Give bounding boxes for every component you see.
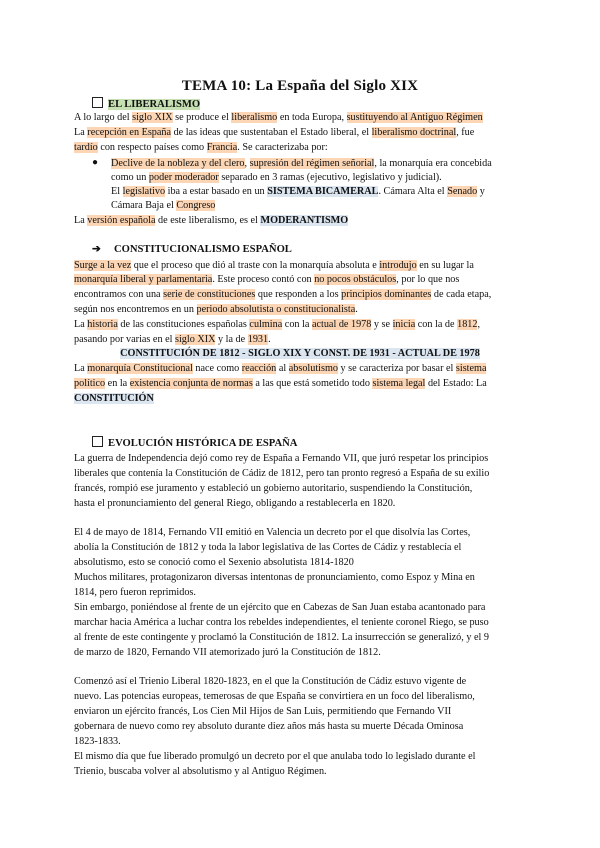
paragraph-line: CONSTITUCIÓN	[74, 393, 154, 404]
bullet-line: Cámara Baja el Congreso	[111, 200, 216, 211]
paragraph-line: Surge a la vez que el proceso que dió al traste con la monarquía absoluta e introdujo en su lugar la	[74, 260, 474, 271]
paragraph-line: Sin embargo, poniéndose al frente de un ejército que en Cabezas de San Juan estaba acantonado para	[74, 602, 486, 613]
constitutions-subheading: CONSTITUCIÓN DE 1812 - SIGLO XIX Y CONST. DE 1931 - ACTUAL DE 1978	[120, 348, 480, 359]
paragraph-line: El 4 de mayo de 1814, Fernando VII emitió en Valencia un decreto por el que disolvía las Cortes,	[74, 527, 471, 538]
bullet-line: El legislativo iba a estar basado en un SISTEMA BICAMERAL. Cámara Alta el Senado y	[111, 186, 485, 197]
paragraph-line: Muchos militares, protagonizaron diversas intentonas de pronunciamiento, como Espoz y Mina en	[74, 572, 475, 583]
paragraph-line: marchar hacia América a luchar contra los rebeldes independientes, el teniente coronel Riego, se puso	[74, 617, 489, 628]
paragraph-line: monarquía liberal y parlamentaria. Este proceso contó con no pocos obstáculos, por lo que nos	[74, 274, 460, 285]
document-title: TEMA 10: La España del Siglo XIX	[181, 78, 419, 94]
arrow-right-icon: ➔	[92, 244, 101, 255]
paragraph-line: 1823-1833.	[74, 736, 121, 747]
paragraph-line: hasta el pronunciamiento del general Riego, obligando a restablecerla en 1820.	[74, 498, 396, 509]
paragraph-line: La versión española de este liberalismo, es el MODERANTISMO	[74, 215, 349, 226]
section-heading-constitucionalismo: ➔ CONSTITUCIONALISMO ESPAÑOL	[92, 244, 292, 255]
paragraph-line: nuevo. Las potencias europeas, temerosas de que España se convirtiera en un foco del liberalismo,	[74, 691, 475, 702]
checkbox-icon[interactable]	[92, 97, 103, 108]
paragraph-line: Comenzó así el Trienio Liberal 1820-1823, en el que la Constitución de Cádiz estuvo vigente de	[74, 676, 467, 687]
paragraph-line: gobernara de nuevo como rey absoluto durante diez años más hasta su muerte Década Ominosa	[74, 721, 464, 732]
paragraph-line: 1814, pero fueron reprimidos.	[74, 587, 196, 598]
paragraph-line: La guerra de Independencia dejó como rey de España a Fernando VII, que juró respetar los principios	[74, 453, 489, 464]
paragraph-line: absolutismo, esto se conoció como el Sexenio absolutista 1814-1820	[74, 557, 354, 568]
paragraph-line: A lo largo del siglo XIX se produce el liberalismo en toda Europa, sustituyendo al Antiguo Régimen	[74, 112, 483, 123]
bullet-line: como un poder moderador separado en 3 ramas (ejecutivo, legislativo y judicial).	[111, 172, 442, 183]
paragraph-line: Trienio, buscaba volver al absolutismo y al Antiguo Régimen.	[74, 766, 327, 777]
bullet-line: Declive de la nobleza y del clero, supresión del régimen señorial, la monarquía era concebida	[111, 158, 492, 169]
paragraph-line: encontramos con una serie de constituciones que responden a los principios dominantes de cada etapa,	[74, 289, 492, 300]
paragraph-line: La recepción en España de las ideas que sustentaban el Estado liberal, el liberalismo doctrinal, fue	[74, 127, 475, 138]
checkbox-icon[interactable]	[92, 436, 103, 447]
paragraph-line: político en la existencia conjunta de normas a las que está sometido todo sistema legal del Estado: La	[74, 378, 487, 389]
paragraph-line: francés, rompió ese juramento y estableció un gobierno autoritario, suspendiendo la Constitución,	[74, 483, 473, 494]
paragraph-line: enviaron un ejército francés, Los Cien Mil Hijos de San Luis, permitiendo que Fernando VII	[74, 706, 452, 717]
paragraph-line: tardío con respecto países como Francia. Se caracterizaba por:	[74, 142, 328, 153]
paragraph-line: según nos encontremos en un periodo absolutista o constitucionalista.	[74, 304, 358, 315]
paragraph-line: liberales que contenía la Constitución de Cádiz de 1812, pero tan pronto regresó a España de su exilio	[74, 468, 490, 479]
section-heading-evolucion: EVOLUCIÓN HISTÓRICA DE ESPAÑA	[92, 436, 297, 450]
paragraph-line: El mismo día que fue liberado promulgó un decreto por el que anulaba todo lo legislado durante el	[74, 751, 476, 762]
bullet-icon: ●	[92, 157, 99, 168]
paragraph-line: pasando por varias en el siglo XIX y la de 1931.	[74, 334, 271, 345]
paragraph-line: al frente de este contingente y proclamó la Constitución de 1812. La insurrección se generalizó, y el 9	[74, 632, 489, 643]
paragraph-line: La historia de las constituciones españolas culmina con la actual de 1978 y se inicia con la de 1812,	[74, 319, 481, 330]
section-heading-liberalismo: EL LIBERALISMO	[92, 97, 200, 111]
paragraph-line: de marzo de 1820, Fernando VII atemorizado juró la Constitución de 1812.	[74, 647, 381, 658]
paragraph-line: La monarquía Constitucional nace como reacción al absolutismo y se caracteriza por basar el sistema	[74, 363, 487, 374]
paragraph-line: abolía la Constitución de 1812 y toda la labor legislativa de las Cortes de Cádiz y restablecía el	[74, 542, 462, 553]
